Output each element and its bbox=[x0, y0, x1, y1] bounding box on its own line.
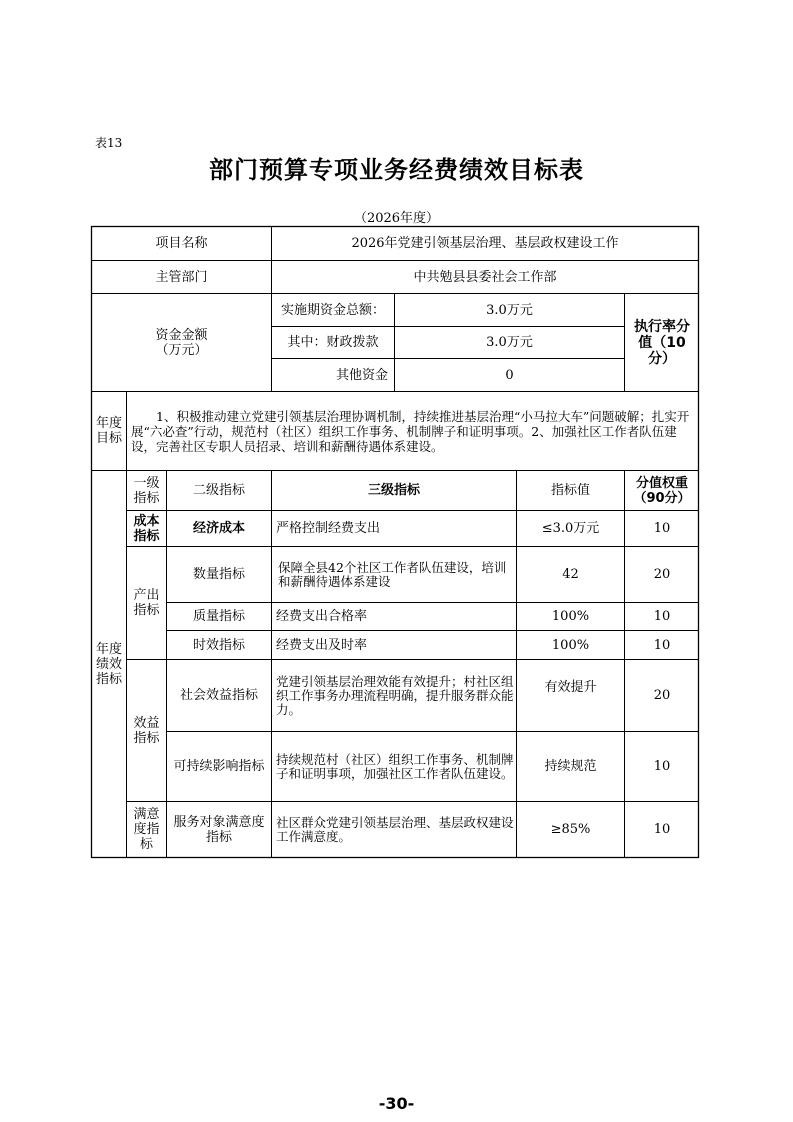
output-timeliness-level2: 时效指标 bbox=[192, 637, 245, 653]
header-level3: 三级指标 bbox=[367, 483, 420, 498]
output-quantity-weight: 20 bbox=[653, 567, 671, 582]
cost-level1: 成本指标 bbox=[133, 513, 160, 544]
annual-goal-text: 1、积极推动建立党建引领基层治理协调机制，持续推进基层治理“小马拉大车”问题破解；扎实开展“六必查”行动，规范村（社区）组织工作事务、机制牌子和证明事项。2、加强社区工作者队伍建设，完善社区专职人员招录、培训和薪酬待遇体系建设。 bbox=[131, 408, 690, 454]
funds-total-label: 实施期资金总额： bbox=[280, 302, 385, 318]
output-quantity-value: 42 bbox=[562, 567, 579, 582]
output-quality-value: 100% bbox=[551, 609, 590, 624]
funds-other-value: 0 bbox=[505, 367, 514, 383]
output-quality-weight: 10 bbox=[653, 609, 671, 624]
indicators-label: 年度绩效指标 bbox=[95, 641, 122, 687]
output-quantity-level2: 数量指标 bbox=[192, 567, 245, 582]
output-quantity-level3: 保障全县42个社区工作者队伍建设，培训和薪酬待遇体系建设 bbox=[278, 559, 507, 589]
header-level2: 二级指标 bbox=[192, 483, 245, 498]
department-label: 主管部门 bbox=[155, 269, 208, 285]
annual-goal-label: 年度目标 bbox=[95, 416, 122, 446]
satisfaction-level3: 社区群众党建引领基层治理、基层政权建设工作满意度。 bbox=[276, 814, 514, 844]
table-label: 表13 bbox=[95, 136, 123, 150]
page-title: 部门预算专项业务经费绩效目标表 bbox=[209, 156, 584, 184]
satisfaction-level1: 满意度指标 bbox=[133, 807, 160, 852]
benefit-sustain-value: 持续规范 bbox=[544, 759, 597, 774]
cost-level2: 经济成本 bbox=[192, 521, 245, 536]
funds-other-label: 其他资金 bbox=[335, 367, 388, 383]
funds-label-line1: 资金金额 bbox=[155, 327, 208, 343]
satisfaction-level2: 服务对象满意度指标 bbox=[173, 814, 265, 845]
project-name-value: 2026年党建引领基层治理、基层政权建设工作 bbox=[351, 236, 619, 251]
benefit-social-value: 有效提升 bbox=[544, 680, 597, 695]
project-name-label: 项目名称 bbox=[155, 236, 208, 251]
funds-fiscal-label: 其中：财政拨款 bbox=[287, 335, 379, 350]
output-timeliness-weight: 10 bbox=[653, 637, 671, 653]
header-value: 指标值 bbox=[550, 483, 590, 498]
benefit-social-level2: 社会效益指标 bbox=[179, 688, 258, 703]
benefit-sustain-weight: 10 bbox=[653, 759, 671, 774]
year-label: （2026年度） bbox=[353, 211, 440, 226]
satisfaction-value: ≥85% bbox=[550, 822, 591, 837]
header-weight: 分值权重（90分） bbox=[633, 475, 691, 506]
funds-total-value: 3.0万元 bbox=[486, 302, 533, 318]
cost-level3: 严格控制经费支出 bbox=[276, 521, 381, 536]
benefit-sustain-level2: 可持续影响指标 bbox=[173, 759, 265, 774]
output-quality-level2: 质量指标 bbox=[192, 609, 245, 624]
benefit-social-level3: 党建引领基层治理效能有效提升；村社区组织工作事务办理流程明确，提升服务群众能力。 bbox=[276, 673, 514, 717]
funds-fiscal-value: 3.0万元 bbox=[486, 335, 533, 350]
exec-rate-score: 执行率分值（10分） bbox=[634, 318, 690, 367]
benefit-sustain-level3: 持续规范村（社区）组织工作事务、机制牌子和证明事项，加强社区工作者队伍建设。 bbox=[276, 751, 514, 781]
output-timeliness-level3: 经费支出及时率 bbox=[276, 637, 368, 653]
satisfaction-weight: 10 bbox=[653, 822, 671, 837]
department-value: 中共勉县县委社会工作部 bbox=[413, 269, 557, 285]
page-number: -30- bbox=[378, 1094, 415, 1113]
output-label: 产出指标 bbox=[133, 588, 160, 618]
benefit-social-weight: 20 bbox=[653, 688, 671, 703]
cost-weight: 10 bbox=[653, 521, 671, 536]
funds-label-line2: （万元） bbox=[155, 342, 208, 358]
output-timeliness-value: 100% bbox=[551, 637, 590, 653]
output-quality-level3: 经费支出合格率 bbox=[276, 609, 368, 624]
benefit-label: 效益指标 bbox=[133, 715, 160, 746]
funds-label bbox=[92, 294, 271, 391]
header-level1: 一级指标 bbox=[133, 475, 160, 506]
cost-value: ≤3.0万元 bbox=[541, 521, 600, 536]
